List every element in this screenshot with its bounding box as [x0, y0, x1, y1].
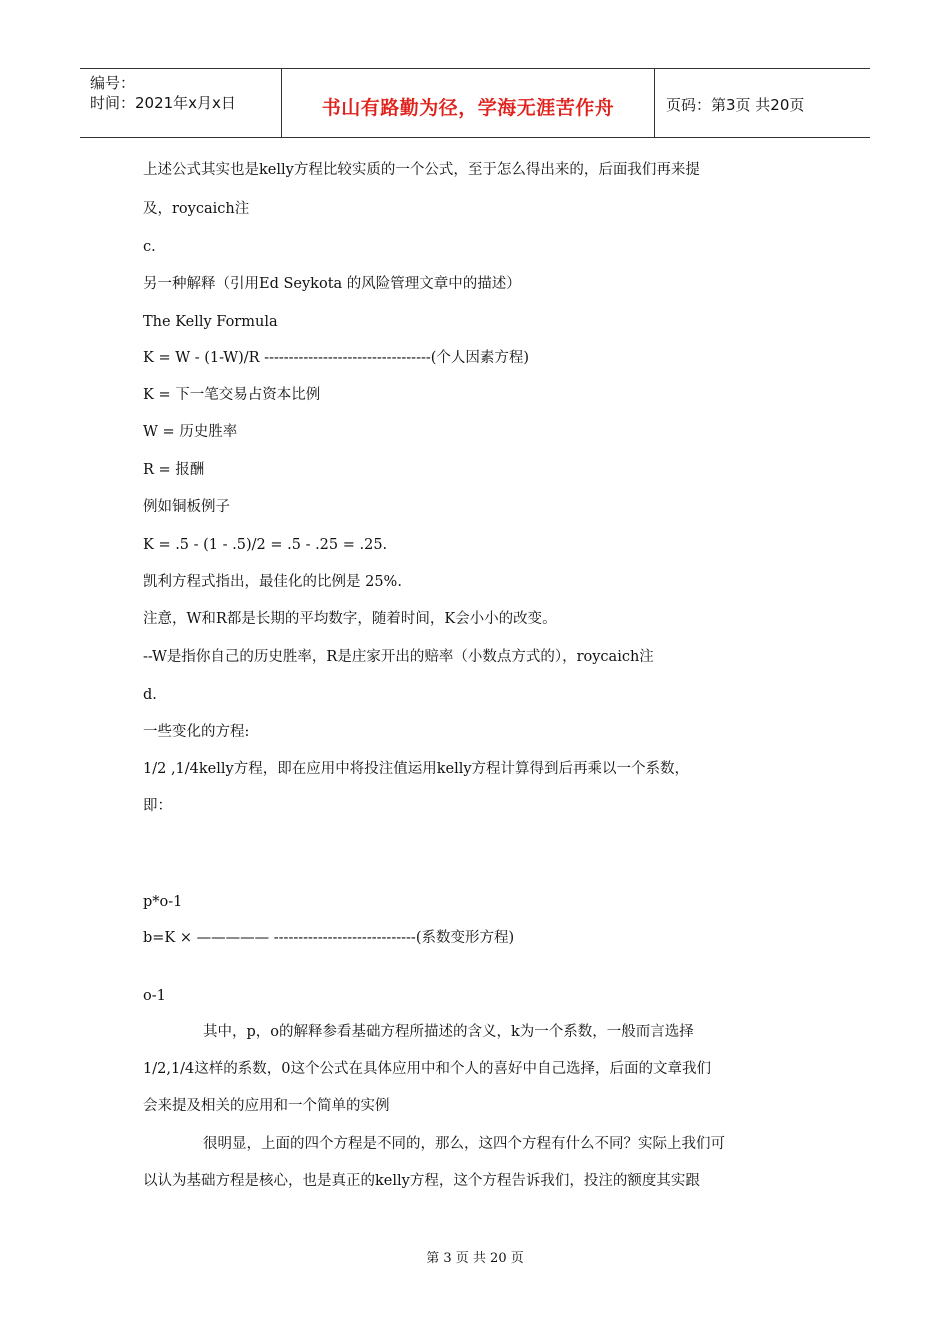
- formula-line: b=K × ————— -----------------------------(系数变形方程): [143, 930, 515, 946]
- body-line: c.: [143, 239, 156, 255]
- formula-denominator: o-1: [143, 988, 166, 1004]
- body-line: W = 历史胜率: [143, 424, 238, 440]
- body-line: K = 下一笔交易占资本比例: [143, 387, 321, 403]
- header-divider: [654, 69, 655, 137]
- body-line: 上述公式其实也是kelly方程比较实质的一个公式，至于怎么得出来的，后面我们再来提: [143, 162, 700, 178]
- body-line: R = 报酬: [143, 462, 205, 478]
- body-line: 以认为基础方程是核心，也是真正的kelly方程，这个方程告诉我们，投注的额度其实跟: [143, 1173, 700, 1189]
- time-label: 时间：2021年x月x日: [90, 94, 236, 112]
- body-line: 会来提及相关的应用和一个简单的实例: [143, 1098, 390, 1114]
- body-line: 即：: [143, 798, 172, 814]
- body-line: 其中，p，o的解释参看基础方程所描述的含义，k为一个系数，一般而言选择: [203, 1024, 694, 1040]
- page-header: [80, 68, 870, 138]
- body-line: d.: [143, 687, 157, 703]
- page-footer: 第 3 页 共 20 页: [426, 1251, 524, 1266]
- body-line: 凯利方程式指出，最佳化的比例是 25%.: [143, 574, 402, 590]
- body-line: 很明显，上面的四个方程是不同的，那么，这四个方程有什么不同？实际上我们可: [203, 1136, 725, 1152]
- header-page-info: 页码：第3页 共20页: [666, 96, 805, 114]
- header-meta: [90, 73, 236, 113]
- body-line: 例如铜板例子: [143, 499, 230, 515]
- body-line: 及，roycaich注: [143, 201, 250, 217]
- body-line: 1/2,1/4这样的系数，0这个公式在具体应用中和个人的喜好中自己选择，后面的文章我们: [143, 1061, 712, 1077]
- body-line: 注意，W和R都是长期的平均数字，随着时间，K会小小的改变。: [143, 611, 557, 627]
- body-line: 一些变化的方程:: [143, 724, 250, 740]
- header-motto: 书山有路勤为径，学海无涯苦作舟: [321, 97, 615, 119]
- formula-line: K = .5 - (1 - .5)/2 = .5 - .25 = .25.: [143, 537, 388, 553]
- formula-line: K = W - (1-W)/R ----------------------------------(个人因素方程): [143, 350, 530, 366]
- body-line: --W是指你自己的历史胜率，R是庄家开出的赔率（小数点方式的），roycaich注: [143, 649, 654, 665]
- number-label: 编号：: [90, 74, 136, 92]
- body-line: The Kelly Formula: [143, 314, 278, 330]
- body-line: 另一种解释（引用Ed Seykota 的风险管理文章中的描述）: [143, 276, 521, 292]
- formula-numerator: p*o-1: [143, 894, 183, 910]
- body-line: 1/2 ,1/4kelly方程，即在应用中将投注值运用kelly方程计算得到后再乘以一个系数，: [143, 761, 690, 777]
